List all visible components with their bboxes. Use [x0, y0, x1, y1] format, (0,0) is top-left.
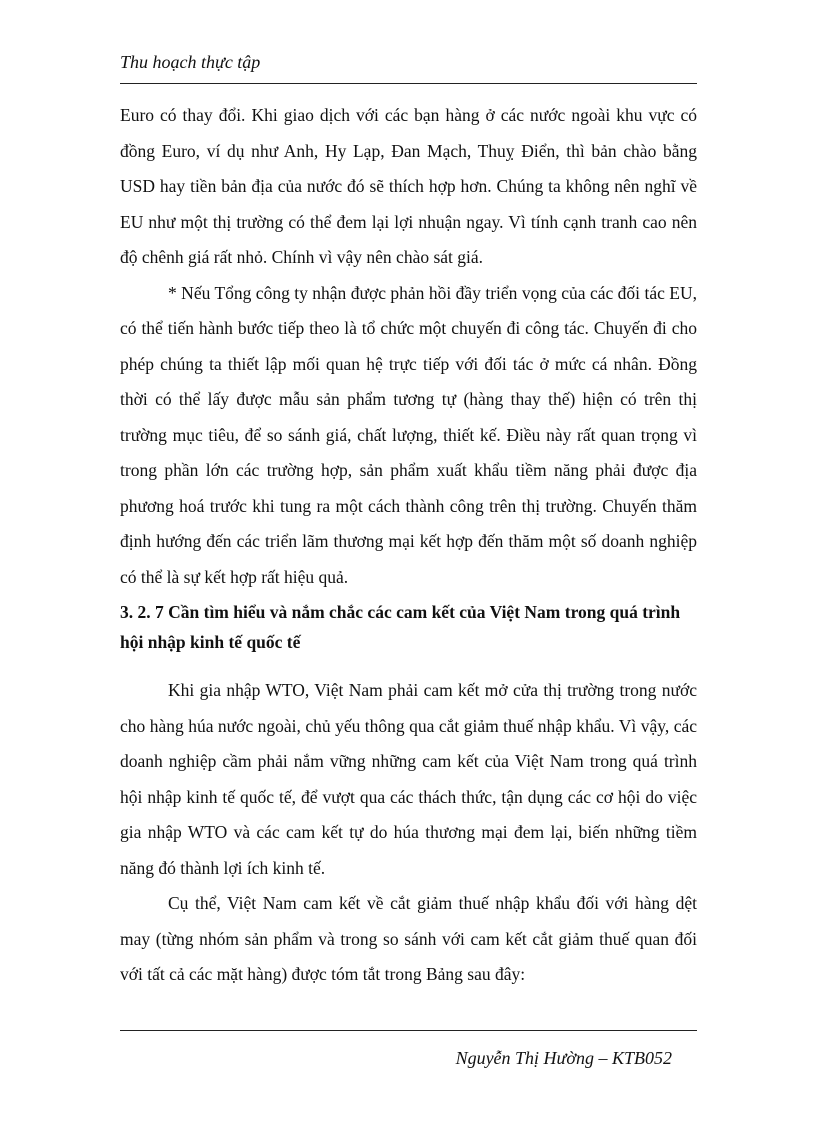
section-heading: 3. 2. 7 Cần tìm hiểu và nắm chắc các cam kết của Việt Nam trong quá trình hội nhập kinh tế quốc tế — [120, 602, 681, 652]
paragraph-eu-trip: * Nếu Tổng công ty nhận được phản hồi đầy triển vọng của các đối tác EU, có thể tiến hành bước tiếp theo là tổ chức một chuyến đi công tác. Chuyến đi cho phép chúng ta thiết lập mối quan hệ trực tiếp với đối tác ở mức cá nhân. Đồng thời có thể lấy được mẫu sản phẩm tương tự (hàng thay thế) hiện có trên thị trường mục tiêu, để so sánh giá, chất lượng, thiết kế. Điều này rất quan trọng vì trong phần lớn các trường hợp, sản phẩm xuất khẩu tiềm năng phải được địa phương hoá trước khi tung ra một cách thành công trên thị trường. Chuyến thăm định hướng đến các triển lãm thương mại kết hợp đến thăm một số doanh nghiệp có thể là sự kết hợp rất hiệu quả. — [120, 282, 697, 587]
page-body — [120, 98, 697, 993]
header-divider — [120, 83, 697, 84]
paragraph-tariff: Cụ thể, Việt Nam cam kết về cắt giảm thuế nhập khẩu đối với hàng dệt may (từng nhóm sản phẩm và trong so sánh với cam kết cắt giảm thuế quan đối với tất cả các mặt hàng) được tóm tắt trong Bảng sau đây: — [120, 893, 697, 984]
footer-divider — [120, 1030, 697, 1031]
paragraph-continuation: Euro có thay đổi. Khi giao dịch với các bạn hàng ở các nước ngoài khu vực có đồng Euro, ví dụ như Anh, Hy Lạp, Đan Mạch, Thuỵ Điển, thì bản chào bằng USD hay tiền bản địa của nước đó sẽ thích hợp hơn. Chúng ta không nên nghĩ về EU như một thị trường có thể đem lại lợi nhuận ngay. Vì tính cạnh tranh cao nên độ chênh giá rất nhỏ. Chính vì vậy nên chào sát giá. — [120, 105, 697, 267]
page-footer-author: Nguyễn Thị Hường – KTB052 — [455, 1048, 672, 1068]
paragraph-wto: Khi gia nhập WTO, Việt Nam phải cam kết mở cửa thị trường trong nước cho hàng húa nước ngoài, chủ yếu thông qua cắt giảm thuế nhập khẩu. Vì vậy, các doanh nghiệp cầm phải nắm vững những cam kết của Việt Nam trong quá trình hội nhập kinh tế quốc tế, để vượt qua các thách thức, tận dụng các cơ hội do việc gia nhập WTO và các cam kết tự do húa thương mại đem lại, biến những tiềm năng đó thành lợi ích kinh tế. — [120, 680, 697, 878]
page-header-title: Thu hoạch thực tập — [120, 52, 261, 72]
